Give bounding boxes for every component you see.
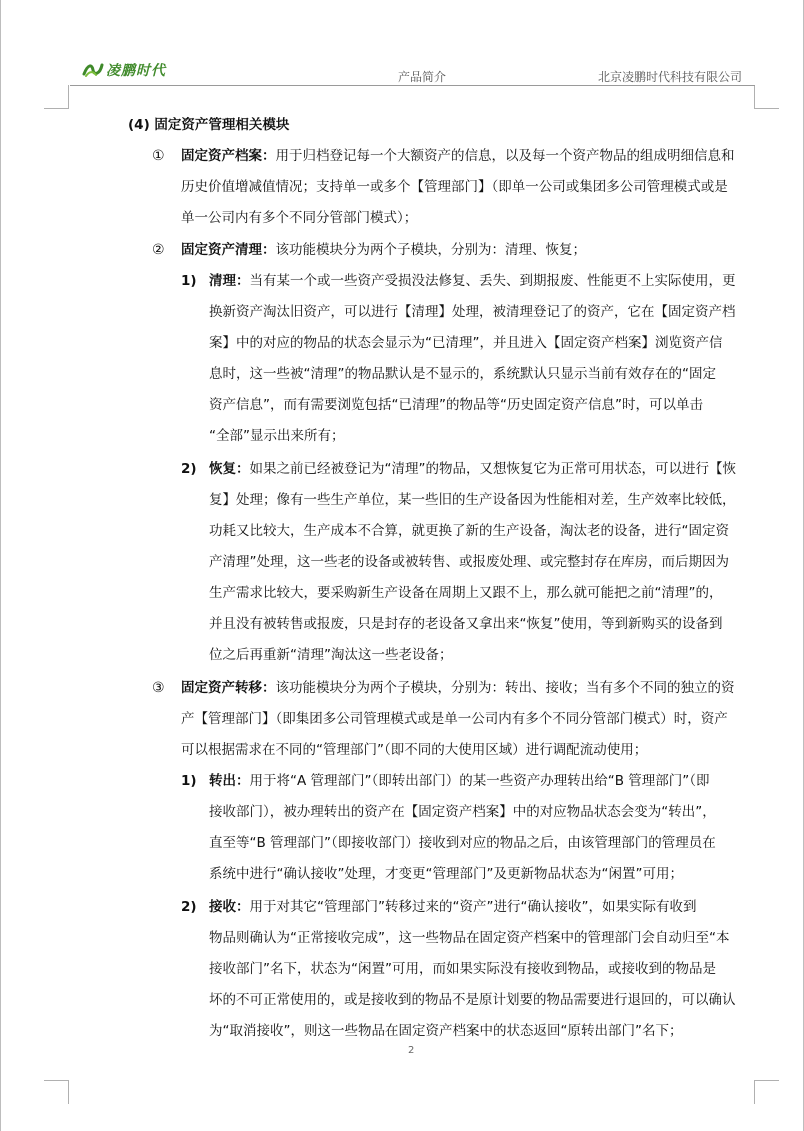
company-logo [82,60,166,80]
paragraph-line: 接收部门），被办理转出的资产在【固定资产档案】中的对应物品状态会变为“转出”， [209,804,716,820]
item-term: 固定资产档案： [181,148,276,164]
paragraph-line [181,235,586,266]
paragraph-line: “全部”显示出来所有； [209,428,345,444]
paragraph-line: 系统中进行“确认接收”处理，才变更“管理部门”及更新物品状态为“闲置”可用； [209,866,683,882]
subitem-term: 接收： [209,899,250,915]
paragraph-line [181,673,735,704]
crop-mark-bottom-right-h [755,1080,779,1081]
paragraph-line: 接收部门”名下，状态为“闲置”可用，而如果实际没有接收到物品，或接收到的物品是 [209,961,716,977]
item-number: ③ [152,680,165,696]
paragraph-line: 直至等“B 管理部门”（即接收部门）接收到对应的物品之后，由该管理部门的管理员在 [209,835,716,851]
crop-mark-bottom-left-h [44,1080,68,1081]
subitem-text: 用于将“A 管理部门”（即转出部门）的某一些资产办理转出给“B 管理部门”（即 [249,773,710,789]
paragraph-line: 单一公司内有多个不同分管部门模式）； [181,210,418,226]
paragraph-line: 产清理”处理，这一些老的设备或被转售、或报废处理、或完整封存在库房，而后期因为 [209,554,729,570]
subitem-term: 清理： [209,273,250,289]
paragraph-line: 功耗又比较大，生产成本不合算，就更换了新的生产设备，淘汰老的设备，进行“固定资 [209,523,729,539]
paragraph-line: 为“取消接收”，则这一些物品在固定资产档案中的状态返回“原转出部门”名下； [209,1023,683,1039]
crop-mark-top-right [754,85,755,109]
paragraph-line: 可以根据需求在不同的“管理部门”（即不同的大使用区域）进行调配流动使用； [181,742,648,758]
item-text: 该功能模块分为两个子模块，分别为：清理、恢复； [275,242,586,258]
item-term: 固定资产清理： [181,242,276,258]
paragraph-line [209,266,736,297]
logo-icon [82,62,104,78]
header-company-name: 北京凌鹏时代科技有限公司 [598,70,743,84]
subitem-term: 转出： [209,773,250,789]
crop-mark-top-left [68,85,69,109]
paragraph-line [209,454,736,485]
subitem-text: 如果之前已经被登记为“清理”的物品，又想恢复它为正常可用状态，可以进行【恢 [249,461,736,477]
crop-mark-top-right-h [755,108,779,109]
item-term: 固定资产转移： [181,680,276,696]
paragraph-line [181,141,735,172]
header-doc-title: 产品简介 [398,70,447,84]
paragraph-line: 位之后再重新“清理”淘汰这一些老设备； [209,647,453,663]
paragraph-line: 物品则确认为“正常接收完成”，这一些物品在固定资产档案中的管理部门会自动归至“本 [209,930,730,946]
paragraph-line [209,892,696,923]
page-number: 2 [408,1045,415,1056]
subitem-number: 2) [181,461,197,477]
subitem-number: 1) [181,773,197,789]
paragraph-line: 资产信息”，而有需要浏览包括“已清理”的物品等“历史固定资产信息”时，可以单击 [209,397,703,413]
item-text: 该功能模块分为两个子模块，分别为：转出、接收；当有多个不同的独立的资 [275,680,735,696]
paragraph-line [209,766,710,797]
header-divider [70,85,755,86]
paragraph-line: 复】处理；像有一些生产单位，某一些旧的生产设备因为性能相对差，生产效率比较低， [209,492,736,508]
paragraph-line: 息时，这一些被“清理”的物品默认是不显示的，系统默认只显示当前有效存在的“固定 [209,366,716,382]
item-number: ② [152,242,165,258]
subitem-number: 2) [181,899,197,915]
logo-text: 凌鹏时代 [106,63,166,79]
paragraph-line: 并且没有被转售或报废，只是封存的老设备又拿出来“恢复”使用，等到新购买的设备到 [209,616,723,632]
subitem-text: 当有某一个或一些资产受损没法修复、丢失、到期报废、性能更不上实际使用，更 [249,273,736,289]
item-number: ① [152,148,165,164]
paragraph-line: 历史价值增减值情况；支持单一或多个【管理部门】（即单一公司或集团多公司管理模式或是 [181,179,728,195]
paragraph-line: 产【管理部门】（即集团多公司管理模式或是单一公司内有多个不同分管部门模式）时，资产 [181,711,728,727]
page-border-left [0,0,1,1131]
crop-mark-bottom-right [754,1080,755,1104]
paragraph-line: 坏的不可正常使用的，或是接收到的物品不是原计划要的物品需要进行退回的，可以确认 [209,992,736,1008]
crop-mark-bottom-left [68,1080,69,1104]
subitem-text: 用于对其它“管理部门”转移过来的“资产”进行“确认接收”，如果实际有收到 [249,899,697,915]
section-heading: (4) 固定资产管理相关模块 [128,117,290,133]
subitem-term: 恢复： [209,461,250,477]
paragraph-line: 案】中的对应的物品的状态会显示为“已清理”，并且进入【固定资产档案】浏览资产信 [209,335,723,351]
subitem-number: 1) [181,273,197,289]
item-text: 用于归档登记每一个大额资产的信息，以及每一个资产物品的组成明细信息和 [275,148,735,164]
paragraph-line: 生产需求比较大，要采购新生产设备在周期上又跟不上，那么就可能把之前“清理”的， [209,585,723,601]
crop-mark-top-left-h [44,108,68,109]
paragraph-line: 换新资产淘汰旧资产，可以进行【清理】处理，被清理登记了的资产，它在【固定资产档 [209,304,736,320]
